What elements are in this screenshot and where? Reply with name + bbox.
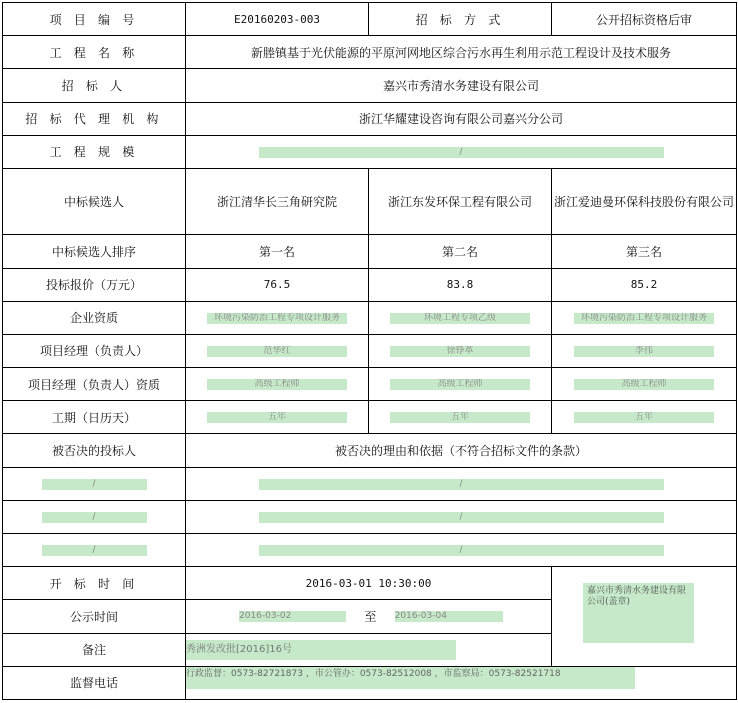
row-rejected-2 (3, 500, 737, 533)
candidate-3-duration: 五年 (574, 412, 714, 423)
candidate-1-manager-qual: 高级工程师 (207, 379, 347, 390)
row-rejected-3 (3, 534, 737, 567)
label-opening-time: 开 标 时 间 (3, 567, 186, 600)
value-opening-time: 2016-03-01 10:30:00 (186, 567, 552, 600)
row-scale (3, 135, 737, 168)
row-manager (3, 334, 737, 367)
candidate-1-price: 76.5 (186, 268, 369, 301)
row-price (3, 268, 737, 301)
label-remark: 备注 (3, 633, 186, 666)
value-supervision-phone: 行政监督：0573-82721873 ，市公管办：0573-82512008 ，市监察局：0573-82521718 (186, 667, 635, 689)
rejected-2-reason: / (259, 512, 664, 523)
value-remark: 秀洲发改批[2016]16号 (186, 640, 456, 660)
candidate-2-manager: 徐铮革 (390, 346, 530, 357)
row-tenderer (3, 69, 737, 102)
candidate-3-manager: 李伟 (574, 346, 714, 357)
row-supervision-phone (3, 666, 737, 699)
row-qualification (3, 301, 737, 334)
candidate-1-rank: 第一名 (186, 235, 369, 268)
value-publicity-start: 2016-03-02 (239, 611, 346, 622)
label-bid-method: 招 标 方 式 (369, 3, 552, 36)
label-rejected-reason: 被否决的理由和依据（不符合招标文件的条款） (186, 434, 737, 467)
value-bid-method: 公开招标资格后审 (552, 3, 737, 36)
candidate-3-manager-qual: 高级工程师 (574, 379, 714, 390)
candidate-2-price: 83.8 (369, 268, 552, 301)
value-scale: / (259, 147, 664, 158)
candidate-3-rank: 第三名 (552, 235, 737, 268)
row-duration (3, 401, 737, 434)
label-rejected: 被否决的投标人 (3, 434, 186, 467)
rejected-1-reason: / (259, 479, 664, 490)
row-rank (3, 235, 737, 268)
rejected-3-reason: / (259, 545, 664, 556)
label-rank: 中标候选人排序 (3, 235, 186, 268)
candidate-2-rank: 第二名 (369, 235, 552, 268)
value-project-name: 新塍镇基于光伏能源的平原河网地区综合污水再生利用示范工程设计及技术服务 (186, 36, 737, 69)
candidate-2-name: 浙江东发环保工程有限公司 (369, 168, 552, 234)
rejected-1-bidder: / (42, 479, 147, 490)
label-price: 投标报价（万元） (3, 268, 186, 301)
value-tenderer: 嘉兴市秀清水务建设有限公司 (186, 69, 737, 102)
candidate-3-price: 85.2 (552, 268, 737, 301)
value-publicity-end: 2016-03-04 (395, 611, 503, 622)
candidate-1-duration: 五年 (207, 412, 347, 423)
label-manager-qual: 项目经理（负责人）资质 (3, 368, 186, 401)
row-agency (3, 102, 737, 135)
candidate-1-qualification: 环境污染防治工程专项设计服务 (207, 313, 347, 324)
candidate-1-name: 浙江清华长三角研究院 (186, 168, 369, 234)
value-agency: 浙江华耀建设咨询有限公司嘉兴分公司 (186, 102, 737, 135)
seal-stamp: 嘉兴市秀清水务建设有限公司(盖章) (583, 583, 694, 643)
label-candidates: 中标候选人 (3, 168, 186, 234)
value-project-no: E20160203-003 (186, 3, 369, 36)
label-tenderer: 招 标 人 (3, 69, 186, 102)
label-scale: 工 程 规 模 (3, 135, 186, 168)
label-agency: 招 标 代 理 机 构 (3, 102, 186, 135)
label-qualification: 企业资质 (3, 301, 186, 334)
candidate-2-duration: 五年 (390, 412, 530, 423)
candidate-2-manager-qual: 高级工程师 (390, 379, 530, 390)
rejected-2-bidder: / (42, 512, 147, 523)
row-rejected-1 (3, 467, 737, 500)
candidate-3-qualification: 环境污染防治工程专项设计服务 (574, 313, 714, 324)
label-supervision-phone: 监督电话 (3, 666, 186, 699)
rejected-3-bidder: / (42, 545, 147, 556)
row-candidates (3, 168, 737, 234)
row-project-no (3, 3, 737, 36)
row-project-name (3, 36, 737, 69)
row-manager-qual (3, 368, 737, 401)
row-rejected-header (3, 434, 737, 467)
label-publicity-to: 至 (364, 609, 377, 624)
candidate-3-name: 浙江爱迪曼环保科技股份有限公司 (552, 168, 737, 234)
label-duration: 工期（日历天） (3, 401, 186, 434)
label-project-name: 工 程 名 称 (3, 36, 186, 69)
candidate-2-qualification: 环境工程专项乙级 (390, 313, 530, 324)
label-project-no: 项 目 编 号 (3, 3, 186, 36)
label-publicity-time: 公示时间 (3, 600, 186, 633)
label-manager: 项目经理（负责人） (3, 334, 186, 367)
candidate-1-manager: 范华红 (207, 346, 347, 357)
